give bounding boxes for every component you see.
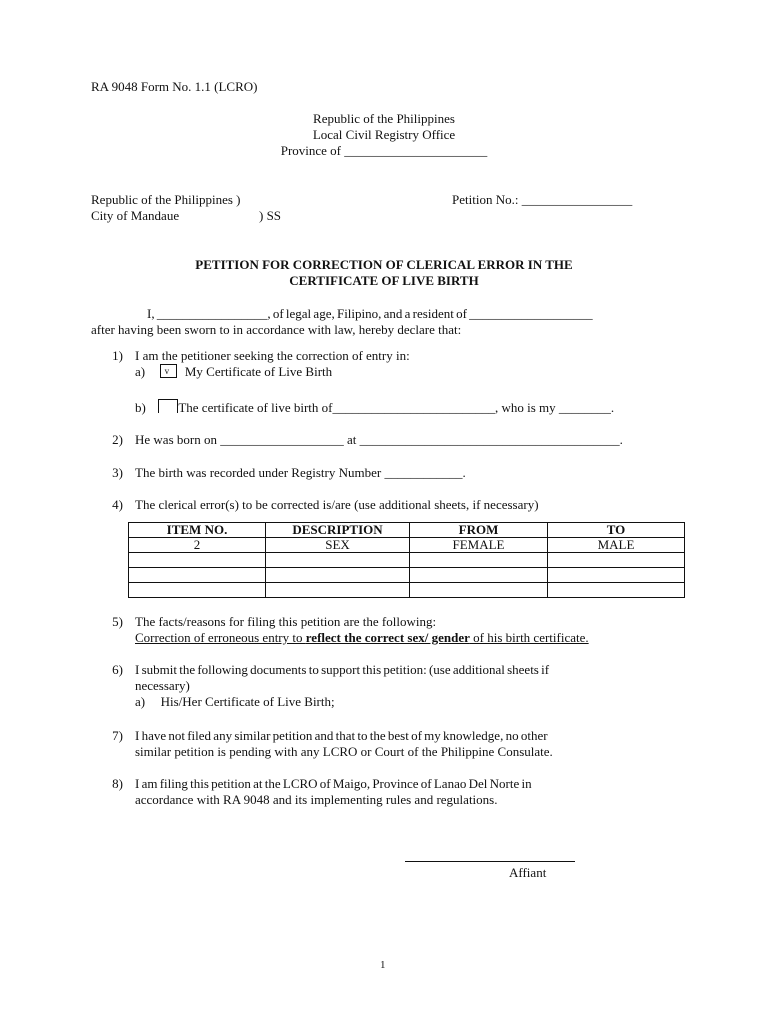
reason-text-emphasis: reflect the correct sex/ gender [305, 630, 470, 645]
column-header-to: TO [548, 523, 685, 538]
item-8-line-1: I am filing this petition at the LCRO of Maigo, Province of Lanao Del Norte in [135, 776, 532, 791]
item-1a-option [135, 364, 332, 380]
item-6a-text: His/Her Certificate of Live Birth; [160, 694, 335, 709]
item-4-text: The clerical error(s) to be corrected is/are (use additional sheets, if necessary) [135, 497, 539, 512]
table-row [129, 538, 685, 553]
table-row [129, 553, 685, 568]
item-8-number: 8) [112, 776, 123, 791]
venue-republic: Republic of the Philippines ) [91, 192, 241, 207]
table-cell: SEX [266, 538, 410, 553]
item-5-text: The facts/reasons for filing this petition are the following: [135, 614, 437, 629]
table-row [129, 568, 685, 583]
venue-ss: ) SS [259, 208, 282, 223]
checkbox-own-certificate[interactable] [160, 364, 177, 378]
table-row [129, 583, 685, 598]
item-1-text: I am the petitioner seeking the correction of entry in: [135, 348, 410, 363]
intro-line-2: after having been sworn to in accordance with law, hereby declare that: [91, 322, 462, 337]
item-4-number: 4) [112, 497, 123, 512]
item-8-line-2: accordance with RA 9048 and its implementing rules and regulations. [135, 792, 498, 807]
column-header-from: FROM [410, 523, 548, 538]
intro-line-1: I, _________________, of legal age, Filipino, and a resident of ___________________ [147, 306, 593, 321]
header-province: Province of ______________________ [280, 143, 488, 158]
header-lcro: Local Civil Registry Office [312, 127, 456, 142]
item-7-number: 7) [112, 728, 123, 743]
item-1a-label: a) [135, 364, 146, 379]
column-header-item-no: ITEM NO. [129, 523, 266, 538]
header-republic: Republic of the Philippines [313, 111, 455, 126]
table-cell [548, 568, 685, 583]
item-5-number: 5) [112, 614, 123, 629]
table-cell: MALE [548, 538, 685, 553]
form-id: RA 9048 Form No. 1.1 (LCRO) [91, 79, 258, 94]
table-cell [129, 568, 266, 583]
item-6a [135, 694, 335, 710]
page-number: 1 [380, 959, 386, 971]
title-line-2: CERTIFICATE OF LIVE BIRTH [289, 273, 479, 288]
item-3-number: 3) [112, 465, 123, 480]
table-cell [266, 583, 410, 598]
table-cell [410, 553, 548, 568]
table-cell [410, 583, 548, 598]
table-header-row [129, 523, 685, 538]
table-cell: FEMALE [410, 538, 548, 553]
table-cell [410, 568, 548, 583]
petition-number: Petition No.: _________________ [452, 192, 633, 207]
item-6-line-1: I submit the following documents to support this petition: (use additional sheets if [135, 662, 550, 677]
reason-text-end: of his birth certificate. [469, 630, 589, 645]
item-1-number: 1) [112, 348, 123, 363]
table-cell [548, 583, 685, 598]
affiant-label: Affiant [509, 865, 547, 880]
item-1a-text: My Certificate of Live Birth [184, 364, 333, 379]
item-6-line-2: necessary) [135, 678, 190, 693]
item-5-reason [135, 630, 589, 646]
table-cell [129, 583, 266, 598]
item-1b-label: b) [135, 400, 146, 415]
table-cell [266, 553, 410, 568]
table-cell [266, 568, 410, 583]
reason-text-start: Correction of erroneous entry to [135, 630, 306, 645]
signature-line [405, 861, 575, 862]
title-line-1: PETITION FOR CORRECTION OF CLERICAL ERROR IN THE [195, 257, 573, 272]
item-2-number: 2) [112, 432, 123, 447]
table-cell: 2 [129, 538, 266, 553]
item-1b-option [135, 399, 614, 416]
item-7-line-1: I have not filed any similar petition and that to the best of my knowledge, no other [135, 728, 548, 743]
item-3-text: The birth was recorded under Registry Number ____________. [135, 465, 466, 480]
column-header-description: DESCRIPTION [266, 523, 410, 538]
table-cell [129, 553, 266, 568]
item-1b-text: The certificate of live birth of_________________________, who is my ________. [178, 400, 615, 415]
check-mark: v [164, 366, 170, 376]
clerical-error-table [128, 522, 685, 598]
checkbox-other-certificate[interactable] [158, 399, 178, 413]
venue-city: City of Mandaue [91, 208, 180, 223]
item-7-line-2: similar petition is pending with any LCRO or Court of the Philippine Consulate. [135, 744, 553, 759]
item-6a-label: a) [135, 694, 146, 709]
item-6-number: 6) [112, 662, 123, 677]
item-2-text: He was born on ___________________ at ________________________________________. [135, 432, 623, 447]
table-cell [548, 553, 685, 568]
